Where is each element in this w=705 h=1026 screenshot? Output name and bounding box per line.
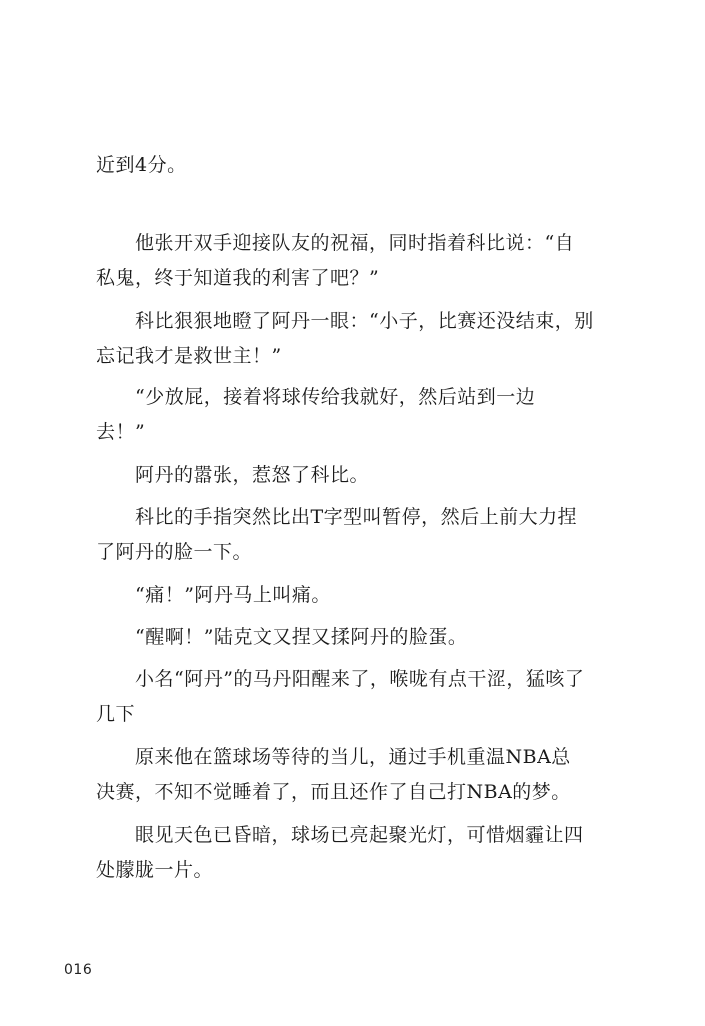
paragraph [96, 500, 596, 570]
text-line: 忘记我才是救世主！” [96, 345, 282, 367]
paragraph [96, 458, 596, 493]
paragraph [96, 226, 596, 296]
paragraph [96, 304, 596, 374]
paragraph [96, 380, 596, 450]
text-line: “醒啊！”陆克文又捏又揉阿丹的脸蛋。 [96, 626, 468, 648]
paragraph [96, 620, 596, 655]
text-line: 科比狠狠地瞪了阿丹一眼：“小子，比赛还没结束，别 [96, 310, 594, 332]
text-line: 私鬼，终于知道我的利害了吧？” [96, 267, 380, 289]
text-line: 小名“阿丹”的马丹阳醒来了，喉咙有点干涩，猛咳了 [96, 668, 585, 690]
paragraph [96, 662, 596, 732]
paragraph [96, 148, 596, 183]
paragraph [96, 818, 596, 888]
text-line: 处朦胧一片。 [96, 859, 214, 881]
text-line: 科比的手指突然比出T字型叫暂停，然后上前大力捏 [96, 506, 578, 528]
text-line: 原来他在篮球场等待的当儿，通过手机重温NBA总 [96, 746, 571, 768]
text-line: 几下 [96, 703, 136, 725]
text-line: 阿丹的嚣张，惹怒了科比。 [96, 464, 370, 486]
paragraph [96, 578, 596, 613]
page-number: 016 [64, 962, 93, 978]
text-line: 近到4分。 [96, 154, 187, 176]
text-line: 眼见天色已昏暗，球场已亮起聚光灯，可惜烟霾让四 [96, 824, 584, 846]
text-line: “少放屁，接着将球传给我就好，然后站到一边 [96, 386, 536, 408]
paragraph [96, 740, 596, 810]
text-line: 他张开双手迎接队友的祝福，同时指着科比说：“自 [96, 232, 575, 254]
text-line: “痛！”阿丹马上叫痛。 [96, 584, 331, 606]
text-line: 决赛，不知不觉睡着了，而且还作了自己打NBA的梦。 [96, 781, 571, 803]
text-line: 了阿丹的脸一下。 [96, 541, 253, 563]
text-line: 去！” [96, 421, 146, 443]
